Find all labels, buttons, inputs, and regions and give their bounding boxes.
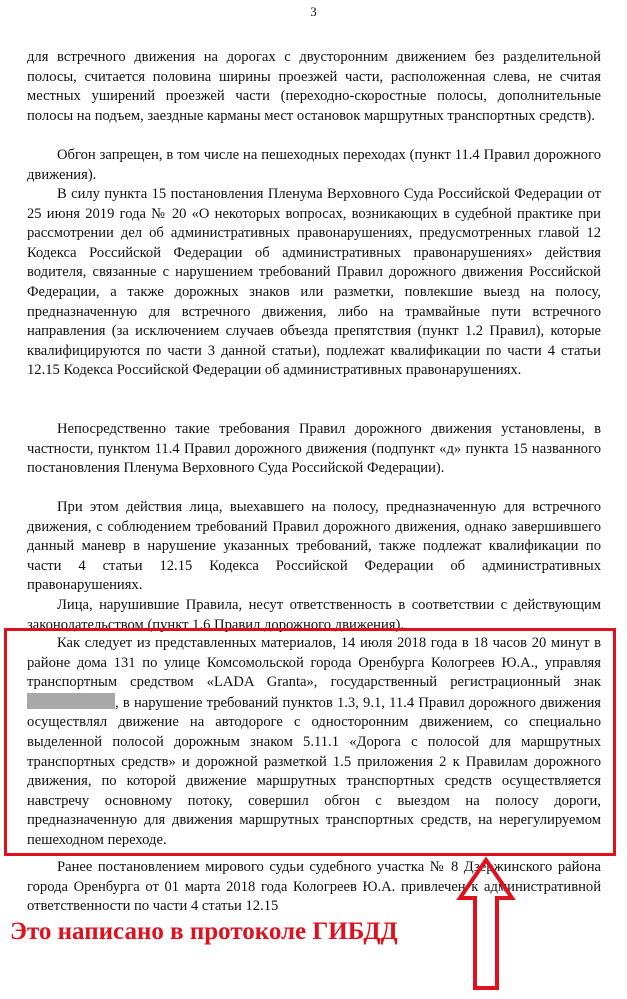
redacted-license-plate — [27, 693, 115, 709]
paragraph-overtaking-prohibited: Обгон запрещен, в том числе на пешеходных переходах (пункт 11.4 Правил дорожного движения). — [27, 147, 601, 183]
case-materials-text-end: , в нарушение требований пунктов 1.3, 9.1, 11.4 Правил дорожного движения осуществлял движение на автодороге с односторонним движением, со специально выделенной полосой дорожным знаком 5.11.1 «Дорога с полосой для маршрутных транспортных средств» и дорожной разметкой 1.5 приложения 2 к Правилам дорожного движения, по которой движение маршрутных транспортных средств осуществляется навстречу основному потоку, совершил обгон с выездом на полосу дороги, предназначенную для движения маршрутных транспортных средств, на нерегулируемом пешеходном переходе. — [27, 694, 601, 848]
paragraph-traffic-rules-requirements: Непосредственно такие требования Правил дорожного движения установлены, в частности, пунктом 11.4 Правил дорожного движения (подпункт «д» пункта 15 названного постановления Пленума Верховного Суда Российской Федерации). — [27, 421, 601, 477]
paragraph-oncoming-lane-definition: для встречного движения на дорогах с двусторонним движением без разделительной полосы, считается половина ширины проезжей части, расположенная слева, не считая местных уширений проезжей части (переходно-скоростные полосы, дополнительные полосы на подъем, заездные карманы мест остановок маршрутных транспортных средств). — [27, 49, 601, 124]
paragraph-maneuver-qualification: При этом действия лица, выехавшего на полосу, предназначенную для встречного движения, с соблюдением требований Правил дорожного движения, однако завершившего данный маневр в нарушение указанных требований, также подлежат квалификации по части 4 статьи 12.15 Кодекса Российской Федерации об административных правонарушениях. — [27, 499, 601, 594]
page-number: 3 — [310, 4, 317, 19]
protocol-annotation-caption: Это написано в протоколе ГИБДД — [10, 918, 398, 945]
paragraph-case-materials — [27, 634, 601, 851]
case-materials-text-start: Как следует из представленных материалов, 14 июля 2018 года в 18 часов 20 минут в районе дома 131 по улице Комсомольской города Оренбурга Кологреев Ю.А., управляя транспортным средством «LADA Granta», государственный регистрационный знак — [27, 635, 601, 691]
paragraph-plenum-resolution: В силу пункта 15 постановления Пленума Верховного Суда Российской Федерации от 25 июня 2019 года № 20 «О некоторых вопросах, возникающих в судебной практике при рассмотрении дел об административных правонарушениях, предусмотренных главой 12 Кодекса Российской Федерации об административных правонарушениях» действия водителя, связанные с нарушением требований Правил дорожного движения Российской Федерации, а также дорожных знаков или разметки, повлекшие выезд на полосу, предназначенную для встречного движения, либо на трамвайные пути встречного направления (за исключением случаев объезда препятствия (пункт 1.2 Правил), которые квалифицируются по части 3 данной статьи), подлежат квалификации по части 4 статьи 12.15 Кодекса Российской Федерации об административных правонарушениях. — [27, 186, 601, 379]
up-arrow-shape — [460, 860, 512, 988]
paragraph-liability: Лица, нарушившие Правила, несут ответственность в соответствии с действующим законодательством (пункт 1.6 Правил дорожного движения). — [27, 597, 601, 633]
up-arrow-icon — [456, 856, 516, 992]
paragraph-prior-penalty: Ранее постановлением мирового судьи судебного участка № 8 Дзержинского района города Оренбурга от 01 марта 2018 года Кологреев Ю.А. привлечен к административной ответственности по части 4 статьи 12.15 — [27, 859, 601, 915]
